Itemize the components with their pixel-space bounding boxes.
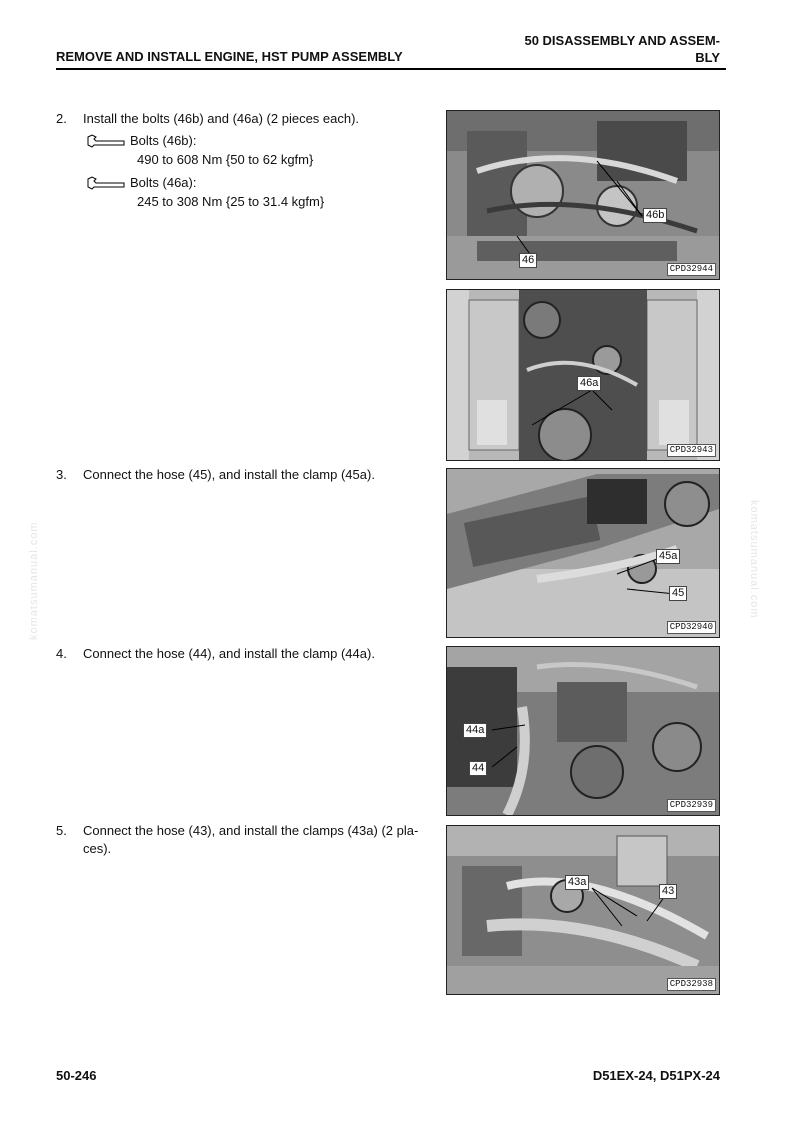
figure-cpd32940 xyxy=(446,468,720,638)
figure-cpd32939 xyxy=(446,646,720,816)
torque-spec-46b xyxy=(86,132,386,172)
torque-wrench-icon xyxy=(86,134,126,153)
figure-id: CPD32938 xyxy=(667,978,716,991)
figure-cpd32944 xyxy=(446,110,720,280)
callout-44a: 44a xyxy=(463,723,487,738)
step-5 xyxy=(56,822,436,862)
step-number: 2. xyxy=(56,111,67,126)
callout-43: 43 xyxy=(659,884,677,899)
callout-46a: 46a xyxy=(577,376,601,391)
engine-photo xyxy=(447,111,719,279)
figure-id: CPD32943 xyxy=(667,444,716,457)
step-text: Connect the hose (44), and install the clamp (44a). xyxy=(83,646,375,661)
step-4 xyxy=(56,645,436,665)
page-title: REMOVE AND INSTALL ENGINE, HST PUMP ASSEMBLY xyxy=(56,49,403,64)
torque-spec-46a xyxy=(86,174,386,214)
section-title-line2: BLY xyxy=(695,50,720,65)
section-title xyxy=(524,32,720,66)
figure-id: CPD32939 xyxy=(667,799,716,812)
figure-cpd32943 xyxy=(446,289,720,461)
engine-photo xyxy=(447,826,719,994)
torque-spec-value: 490 to 608 Nm {50 to 62 kgfm} xyxy=(137,152,314,167)
step-text: Install the bolts (46b) and (46a) (2 pieces each). xyxy=(83,111,360,126)
engine-photo xyxy=(447,290,719,460)
model-name: D51EX-24, D51PX-24 xyxy=(592,1068,720,1083)
header-divider xyxy=(56,68,726,70)
step-number: 4. xyxy=(56,646,67,661)
watermark-left: komatsumanual.com xyxy=(28,521,40,640)
page-number: 50-246 xyxy=(56,1068,97,1083)
watermark-right: komatsumanual.com xyxy=(748,500,760,619)
figure-id: CPD32944 xyxy=(667,263,716,276)
torque-spec-label: Bolts (46b): xyxy=(130,133,197,148)
torque-spec-label: Bolts (46a): xyxy=(130,175,197,190)
callout-44: 44 xyxy=(469,761,487,776)
figure-cpd32938 xyxy=(446,825,720,995)
engine-photo xyxy=(447,647,719,815)
torque-spec-value: 245 to 308 Nm {25 to 31.4 kgfm} xyxy=(137,194,325,209)
section-title-line1: 50 DISASSEMBLY AND ASSEM- xyxy=(524,33,720,48)
callout-45: 45 xyxy=(669,586,687,601)
step-number: 3. xyxy=(56,467,67,482)
callout-46: 46 xyxy=(519,253,537,268)
callout-43a: 43a xyxy=(565,875,589,890)
callout-45a: 45a xyxy=(656,549,680,564)
callout-46b: 46b xyxy=(643,208,667,223)
step-3 xyxy=(56,466,436,486)
step-2 xyxy=(56,110,436,130)
step-text: Connect the hose (43), and install the clamps (43a) (2 pla- ces). xyxy=(83,823,419,856)
torque-wrench-icon xyxy=(86,176,126,195)
step-text: Connect the hose (45), and install the clamp (45a). xyxy=(83,467,375,482)
figure-id: CPD32940 xyxy=(667,621,716,634)
step-number: 5. xyxy=(56,823,67,838)
